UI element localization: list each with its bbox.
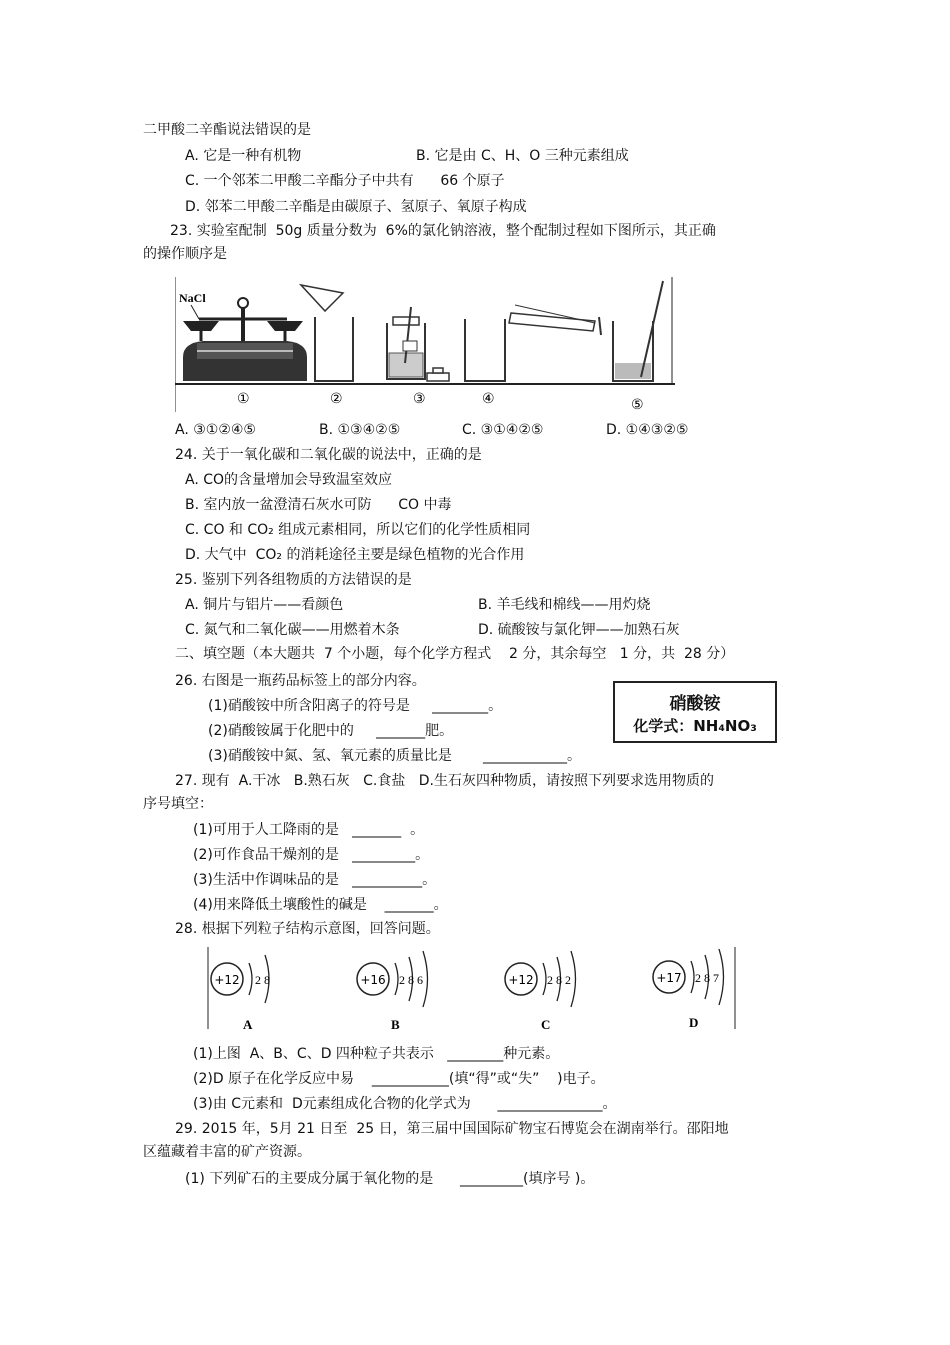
particle-c-letter: C [541, 1017, 551, 1032]
section-heading: 二、填空题（本大题共 7 个小题，每个化学方程式 2 分，其余每空 1 分，共 28 分） [175, 646, 735, 662]
particle-b-nucleus: +16 [360, 973, 386, 987]
q26-item-2: (2)硝酸铵属于化肥中的 _______肥。 [208, 723, 454, 739]
stirring-beaker-icon [613, 281, 663, 381]
q28-item-3: (3)由 C元素和 D元素组成化合物的化学式为 _______________。 [193, 1096, 617, 1112]
q22-option-d: D. 邻苯二甲酸二辛酯是由碳原子、氢原子、氧原子构成 [185, 199, 527, 215]
particle-d-letter: D [689, 1015, 699, 1030]
reagent-label [613, 681, 777, 743]
q27-item-2: (2)可作食品干燥剂的是 _________。 [193, 847, 430, 863]
q23-stem-line1: 23. 实验室配制 50g 质量分数为 6%的氯化钠溶液，整个配制过程如下图所示，其正确 [170, 223, 716, 239]
q23-option-d: D. ①④③②⑤ [606, 422, 689, 438]
particle-a-letter: A [243, 1017, 253, 1032]
particle-d-shells: 2 8 7 [695, 971, 719, 985]
particle-b-letter: B [391, 1017, 400, 1032]
q23-option-b: B. ①③④②⑤ [319, 422, 401, 438]
q24-option-d: D. 大气中 CO₂ 的消耗途径主要是绿色植物的光合作用 [185, 547, 525, 563]
nacl-label: NaCl [179, 291, 206, 305]
q27-stem-line2: 序号填空： [143, 796, 213, 812]
q28-item-2: (2)D 原子在化学反应中易 ___________(填“得”或“失” )电子。 [193, 1071, 605, 1087]
particle-b-shells: 2 8 6 [399, 973, 423, 987]
particle-d-diagram [653, 949, 724, 1030]
q27-item-3: (3)生活中作调味品的是 __________。 [193, 872, 437, 888]
figure-label-5: ⑤ [631, 397, 644, 412]
q23-option-a: A. ③①②④⑤ [175, 422, 256, 438]
figure-label-3: ③ [413, 391, 426, 407]
q25-option-d: D. 硫酸铵与氯化钾——加熟石灰 [478, 622, 680, 638]
q22-option-b: B. 它是由 C、H、O 三种元素组成 [416, 148, 629, 164]
q27-item-1: (1)可用于人工降雨的是 _______ 。 [193, 822, 425, 838]
q28-stem: 28. 根据下列粒子结构示意图，回答问题。 [175, 921, 440, 937]
balance-icon [183, 298, 307, 381]
particle-structure-figure [207, 947, 737, 1035]
q29-stem-line2: 区蕴藏着丰富的矿产资源。 [143, 1144, 311, 1160]
figure-label-2: ② [330, 391, 343, 407]
beaker-icon [301, 285, 353, 381]
q24-option-b: B. 室内放一盆澄清石灰水可防 CO 中毒 [185, 497, 452, 513]
reagent-label-name: 硝酸铵 [669, 694, 721, 714]
particle-c-diagram [505, 951, 576, 1032]
particle-c-nucleus: +12 [508, 973, 534, 987]
figure-label-4: ④ [482, 391, 495, 407]
graduated-cylinder-icon [465, 305, 601, 381]
q24-option-c: C. CO 和 CO₂ 组成元素相同，所以它们的化学性质相同 [185, 522, 531, 538]
q29-item-1: (1) 下列矿石的主要成分属于氧化物的是 _________(填序号 )。 [185, 1171, 595, 1187]
q25-stem: 25. 鉴别下列各组物质的方法错误的是 [175, 572, 412, 588]
q29-stem-line1: 29. 2015 年，5月 21 日至 25 日，第三届中国国际矿物宝石博览会在湖南举行。邵阳地 [175, 1121, 729, 1137]
particle-a-diagram [211, 955, 270, 1032]
particle-c-shells: 2 8 2 [547, 973, 571, 987]
q24-option-a: A. CO的含量增加会导致温室效应 [185, 472, 393, 488]
q23-solution-preparation-figure [175, 277, 675, 412]
particle-a-shells: 2 8 [255, 973, 270, 987]
q25-option-a: A. 铜片与铝片——看颜色 [185, 597, 344, 613]
figure-label-1: ① [237, 391, 250, 407]
q27-item-4: (4)用来降低土壤酸性的碱是 _______。 [193, 897, 448, 913]
q24-stem: 24. 关于一氧化碳和二氧化碳的说法中，正确的是 [175, 447, 482, 463]
reagent-bottle-icon [387, 307, 449, 381]
particle-b-diagram [357, 951, 428, 1032]
q22-option-a: A. 它是一种有机物 [185, 148, 302, 164]
q25-option-c: C. 氮气和二氧化碳——用燃着木条 [185, 622, 400, 638]
q25-option-b: B. 羊毛线和棉线——用灼烧 [478, 597, 651, 613]
q22-option-c: C. 一个邻苯二甲酸二辛酯分子中共有 66 个原子 [185, 173, 505, 189]
q26-item-1: (1)硝酸铵中所含阳离子的符号是 ________。 [208, 698, 503, 714]
particle-d-nucleus: +17 [656, 971, 682, 985]
particle-a-nucleus: +12 [214, 973, 240, 987]
q26-stem: 26. 右图是一瓶药品标签上的部分内容。 [175, 673, 426, 689]
q22-stem-tail: 二甲酸二辛酯说法错误的是 [143, 122, 311, 138]
q26-item-3: (3)硝酸铵中氮、氢、氧元素的质量比是 ____________。 [208, 748, 581, 764]
q23-option-c: C. ③①④②⑤ [462, 422, 544, 438]
q28-item-1: (1)上图 A、B、C、D 四种粒子共表示 ________种元素。 [193, 1046, 560, 1062]
reagent-label-formula: 化学式：NH₄NO₃ [633, 717, 757, 735]
q27-stem-line1: 27. 现有 A.干冰 B.熟石灰 C.食盐 D.生石灰四种物质，请按照下列要求选用物质的 [175, 773, 714, 789]
q23-stem-line2: 的操作顺序是 [143, 246, 227, 262]
